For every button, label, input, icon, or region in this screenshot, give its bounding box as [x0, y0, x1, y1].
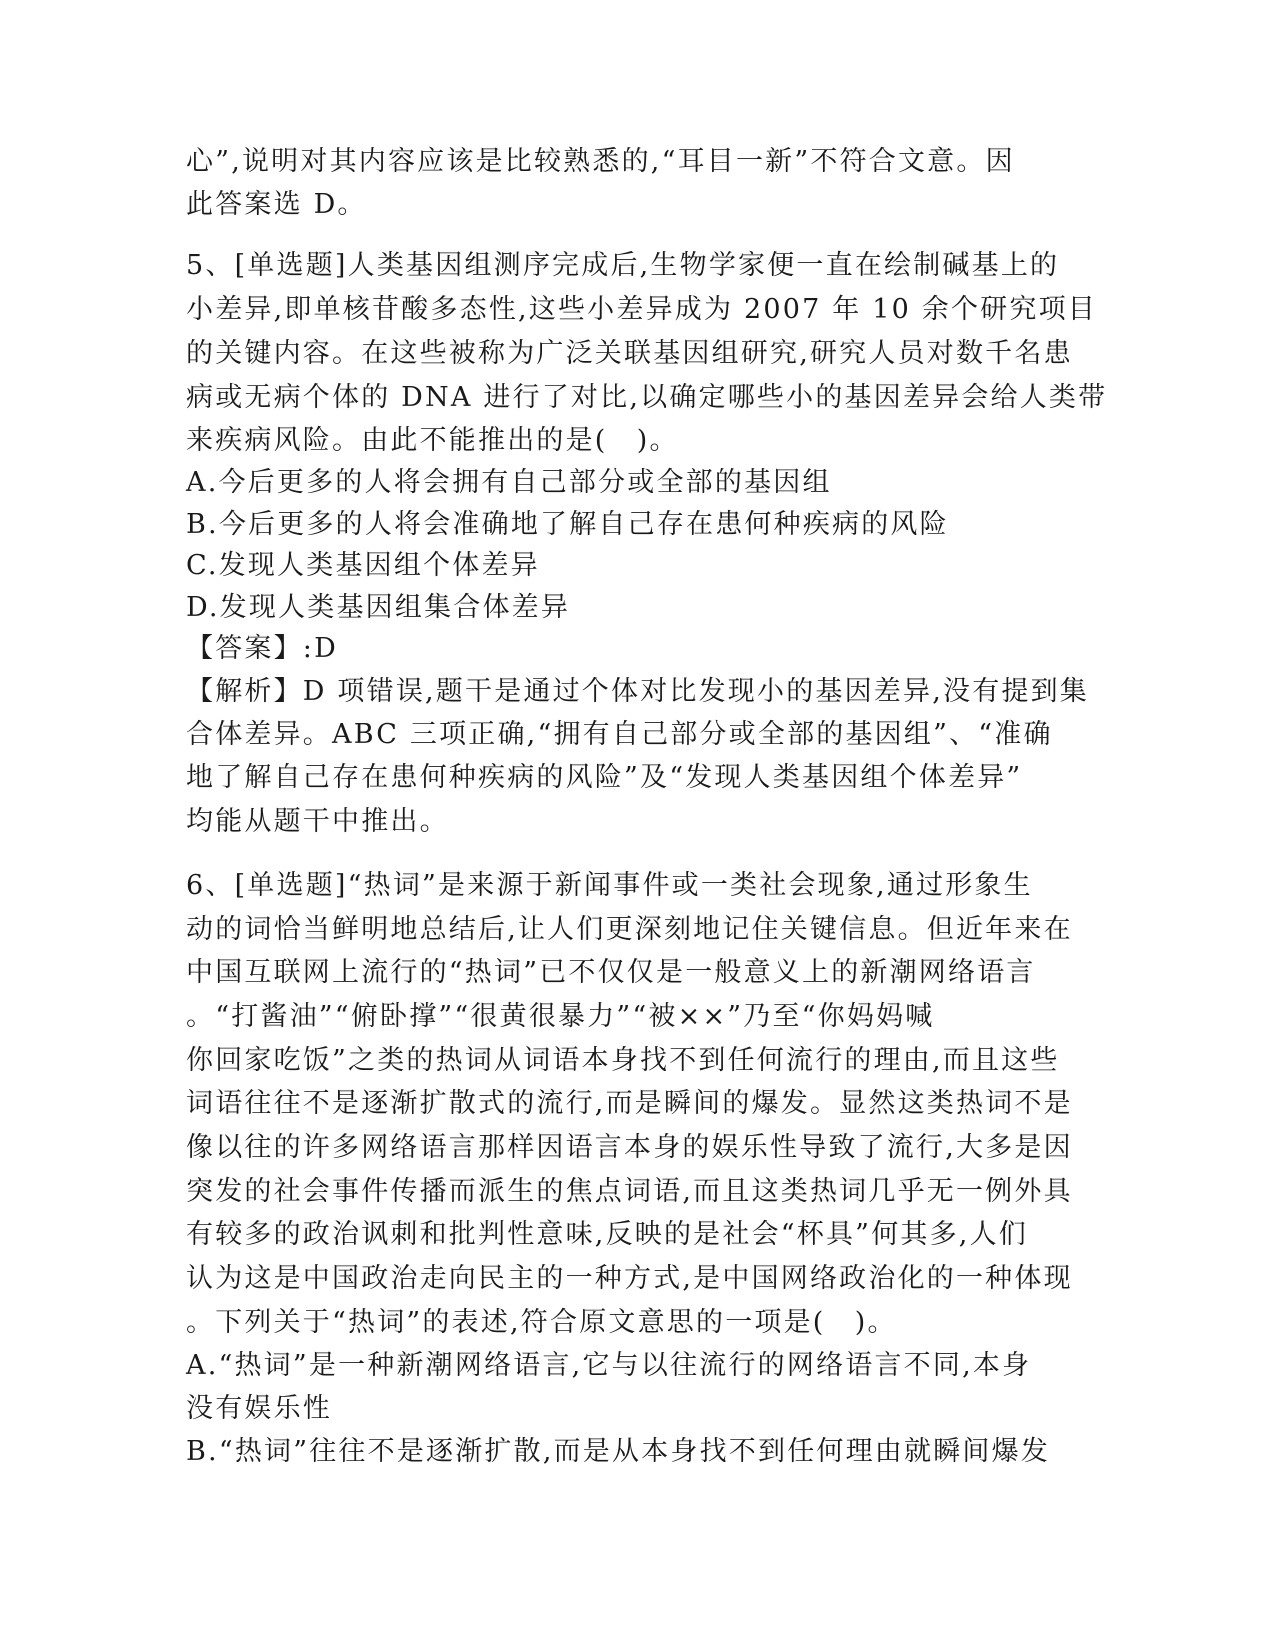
- text-line: 此答案选 D。: [186, 189, 367, 220]
- answer-line: 【答案】:D: [186, 633, 338, 664]
- option-a: A.今后更多的人将会拥有自己部分或全部的基因组: [186, 467, 832, 498]
- option-c: C.发现人类基因组个体差异: [186, 550, 540, 581]
- question-stem-line: 来疾病风险。由此不能推出的是( )。: [186, 425, 679, 456]
- question-stem-line: 词语往往不是逐渐扩散式的流行,而是瞬间的爆发。显然这类热词不是: [186, 1088, 1073, 1119]
- question-stem-line: 。“打酱油”“俯卧撑”“很黄很暴力”“被××”乃至“你妈妈喊: [186, 1001, 935, 1032]
- text-line: 心”,说明对其内容应该是比较熟悉的,“耳目一新”不符合文意。因: [186, 146, 1015, 177]
- analysis-line: 地了解自己存在患何种疾病的风险”及“发现人类基因组个体差异”: [186, 762, 1023, 793]
- question-stem-line: 病或无病个体的 DNA 进行了对比,以确定哪些小的基因差异会给人类带: [186, 382, 1108, 413]
- question-stem-line: 5、[单选题]人类基因组测序完成后,生物学家便一直在绘制碱基上的: [186, 250, 1060, 281]
- question-stem-line: 中国互联网上流行的“热词”已不仅仅是一般意义上的新潮网络语言: [186, 957, 1036, 988]
- question-stem-line: 认为这是中国政治走向民主的一种方式,是中国网络政治化的一种体现: [186, 1263, 1073, 1294]
- analysis-line: 均能从题干中推出。: [186, 806, 449, 837]
- question-stem-line: 小差异,即单核苷酸多态性,这些小差异成为 2007 年 10 余个研究项目: [186, 294, 1097, 325]
- question-stem-line: 动的词恰当鲜明地总结后,让人们更深刻地记住关键信息。但近年来在: [186, 914, 1073, 945]
- option-b: B.“热词”往往不是逐渐扩散,而是从本身找不到任何理由就瞬间爆发: [186, 1436, 1051, 1467]
- analysis-line: 【解析】D 项错误,题干是通过个体对比发现小的基因差异,没有提到集: [186, 676, 1089, 707]
- analysis-line: 合体差异。ABC 三项正确,“拥有自己部分或全部的基因组”、“准确: [186, 719, 1053, 750]
- option-b: B.今后更多的人将会准确地了解自己存在患何种疾病的风险: [186, 509, 949, 540]
- question-stem-line: 的关键内容。在这些被称为广泛关联基因组研究,研究人员对数千名患: [186, 338, 1073, 369]
- option-a: A.“热词”是一种新潮网络语言,它与以往流行的网络语言不同,本身: [186, 1350, 1032, 1381]
- question-stem-line: 突发的社会事件传播而派生的焦点词语,而且这类热词几乎无一例外具: [186, 1176, 1073, 1207]
- question-stem-line: 有较多的政治讽刺和批判性意味,反映的是社会“杯具”何其多,人们: [186, 1219, 1028, 1250]
- question-stem-line: 。下列关于“热词”的表述,符合原文意思的一项是( )。: [186, 1307, 897, 1338]
- question-stem-line: 6、[单选题]“热词”是来源于新闻事件或一类社会现象,通过形象生: [186, 870, 1033, 901]
- option-d: D.发现人类基因组集合体差异: [186, 592, 571, 623]
- question-stem-line: 像以往的许多网络语言那样因语言本身的娱乐性导致了流行,大多是因: [186, 1132, 1073, 1163]
- question-stem-line: 你回家吃饭”之类的热词从词语本身找不到任何流行的理由,而且这些: [186, 1045, 1060, 1076]
- option-a-continued: 没有娱乐性: [186, 1393, 332, 1424]
